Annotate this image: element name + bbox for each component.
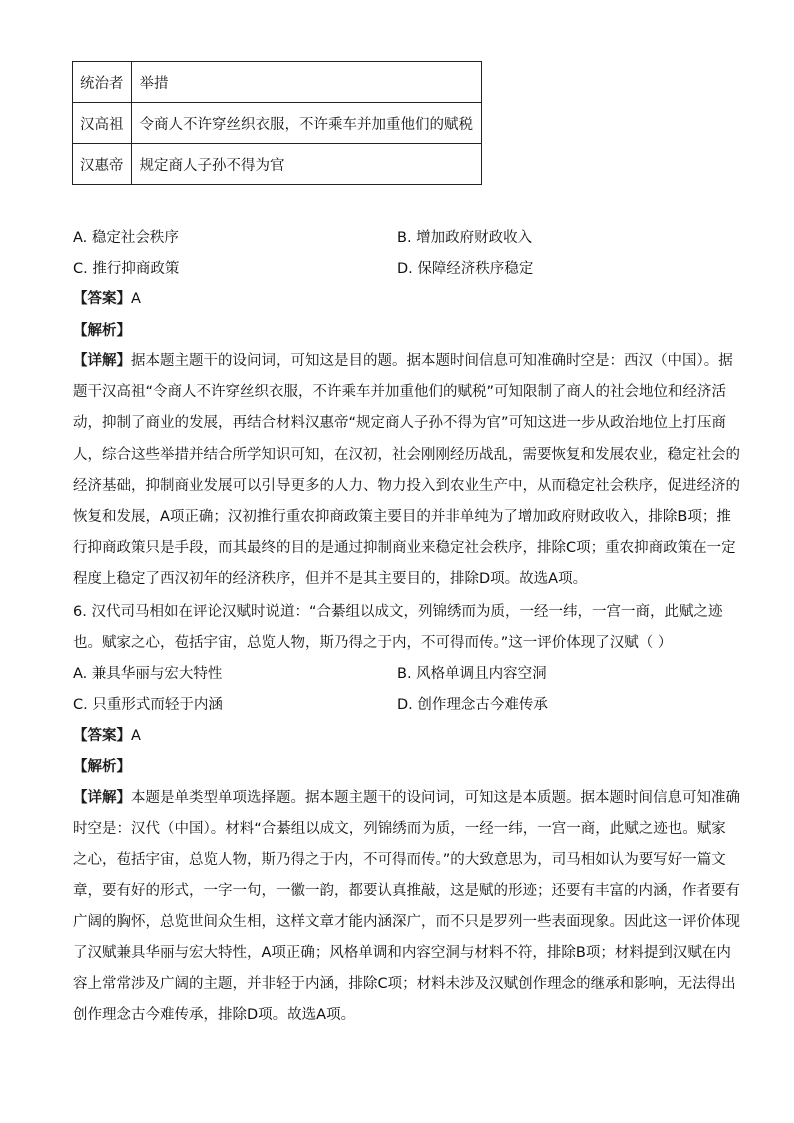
q5-analysis-tag: 【解析】	[73, 323, 131, 339]
q5-option-c: C. 推行抑商政策	[73, 261, 180, 277]
q6-stem-line: 6. 汉代司马相如在评论汉赋时说道：“合綦组以成文，列锦绣而为质，一经一纬，一宫一商，此赋之迹	[73, 604, 723, 620]
table-header-cell: 统治者	[73, 62, 132, 103]
q5-explanation-line: 动，抑制了商业的发展，再结合材料汉惠帝“规定商人子孙不得为官”可知这进一步从政治地位上打压商	[73, 415, 727, 431]
table-cell: 汉惠帝	[73, 144, 132, 185]
q6-explanation-line: 之心，苞括宇宙，总览人物，斯乃得之于内，不可得而传。”的大致意思为，司马相如认为要写好一篇文	[73, 852, 726, 868]
detail-tag: 【详解】	[73, 790, 131, 806]
q5-explanation-line	[73, 349, 733, 370]
table-cell: 汉高祖	[73, 103, 132, 144]
table-header-row	[73, 62, 482, 103]
q6-explanation-line: 容上常常涉及广阔的主题，并非轻于内涵，排除C项；材料未涉及汉赋创作理念的继承和影响，无法得出	[73, 976, 736, 992]
q5-answer	[73, 287, 141, 308]
q5-option-b: B. 增加政府财政收入	[397, 230, 533, 246]
explanation-text: 据本题主题干的设问词，可知这是目的题。据本题时间信息可知准确时空是：西汉（中国）。据	[131, 353, 733, 369]
q5-option-d: D. 保障经济秩序稳定	[397, 261, 534, 277]
measures-table	[72, 61, 482, 185]
answer-tag: 【答案】	[73, 728, 131, 744]
q6-answer	[73, 724, 141, 745]
q6-explanation-line: 时空是：汉代（中国）。材料“合綦组以成文，列锦绣而为质，一经一纬，一宫一商，此赋之迹也。赋家	[73, 821, 726, 837]
q5-explanation-line: 人，综合这些举措并结合所学知识可知，在汉初，社会刚刚经历战乱，需要恢复和发展农业，稳定社会的	[73, 447, 740, 463]
q6-explanation-line: 广阔的胸怀，总览世间众生相，这样文章才能内涵深广，而不只是罗列一些表面现象。因此这一评价体现	[73, 914, 740, 930]
q6-option-b: B. 风格单调且内容空洞	[397, 666, 547, 682]
table-cell: 令商人不许穿丝织衣服，不许乘车并加重他们的赋税	[131, 103, 482, 144]
q6-explanation-line: 章，要有好的形式，一字一句，一徽一韵，都要认真推敲，这是赋的形迹；还要有丰富的内涵，作者要有	[73, 883, 740, 899]
table-header-cell: 举措	[131, 62, 482, 103]
q6-analysis-tag: 【解析】	[73, 759, 131, 775]
answer-tag: 【答案】	[73, 291, 131, 307]
q6-explanation-line: 了汉赋兼具华丽与宏大特性，A项正确；风格单调和内容空洞与材料不符，排除B项；材料提到汉赋在内	[73, 945, 731, 961]
q5-explanation-line: 行抑商政策只是手段，而其最终的目的是通过抑制商业来稳定社会秩序，排除C项；重农抑商政策在一定	[73, 540, 736, 556]
table-row	[73, 144, 482, 185]
answer-value: A	[131, 728, 141, 744]
detail-tag: 【详解】	[73, 353, 131, 369]
table-cell: 规定商人子孙不得为官	[131, 144, 482, 185]
q6-explanation-line	[73, 786, 740, 807]
q5-option-a: A. 稳定社会秩序	[73, 230, 179, 246]
q6-option-a: A. 兼具华丽与宏大特性	[73, 666, 223, 682]
q6-option-c: C. 只重形式而轻于内涵	[73, 697, 223, 713]
q5-explanation-line: 恢复和发展，A项正确；汉初推行重农抑商政策主要目的并非单纯为了增加政府财政收入，排除B项；推	[73, 509, 731, 525]
answer-value: A	[131, 291, 141, 307]
table-row	[73, 103, 482, 144]
q5-explanation-line: 题干汉高祖“令商人不许穿丝织衣服，不许乘车并加重他们的赋税”可知限制了商人的社会地位和经济活	[73, 384, 727, 400]
explanation-text: 本题是单类型单项选择题。据本题主题干的设问词，可知这是本质题。据本题时间信息可知准确	[131, 790, 740, 806]
q5-explanation-line: 程度上稳定了西汉初年的经济秩序，但并不是其主要目的，排除D项。故选A项。	[73, 571, 588, 587]
q6-option-d: D. 创作理念古今难传承	[397, 697, 548, 713]
q6-explanation-line: 创作理念古今难传承，排除D项。故选A项。	[73, 1007, 356, 1023]
q6-stem-line: 也。赋家之心，苞括宇宙，总览人物，斯乃得之于内，不可得而传。”这一评价体现了汉赋（ ）	[73, 635, 673, 651]
q5-explanation-line: 经济基础，抑制商业发展可以引导更多的人力、物力投入到农业生产中，从而稳定社会秩序，促进经济的	[73, 478, 740, 494]
